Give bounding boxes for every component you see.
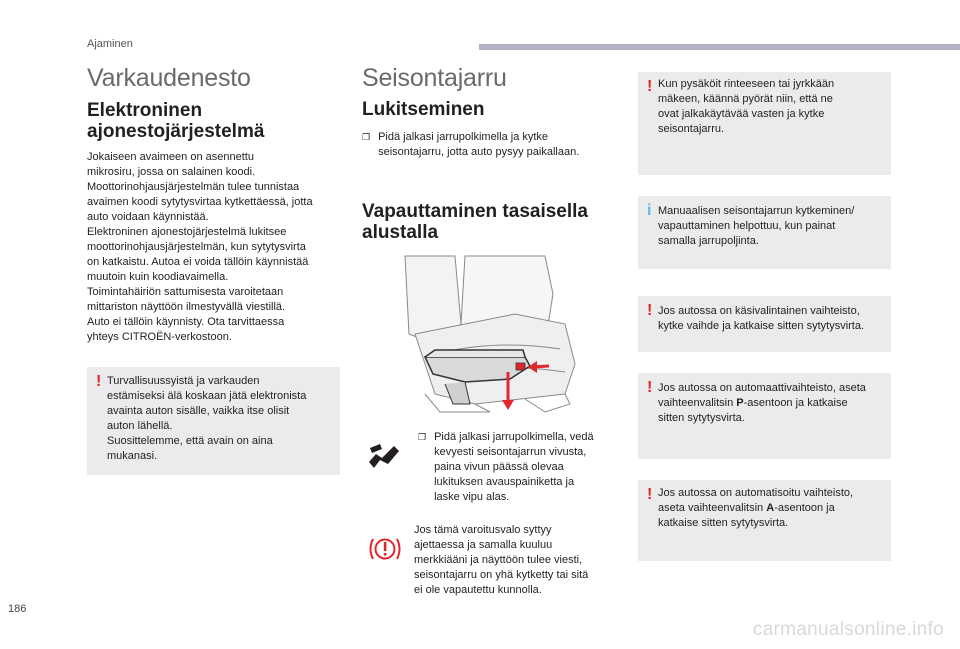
box-line: Jos autossa on käsivalintainen vaihteisto, xyxy=(658,305,860,317)
page-number: 186 xyxy=(8,603,27,615)
body-line: avaimen koodi sytytysvirtaa kytkettäessä, jotta xyxy=(87,196,313,208)
box-line-part: -asentoon ja katkaise xyxy=(743,397,848,409)
box-line: mäkeen, käännä pyörät niin, että ne xyxy=(658,93,833,105)
release-line: paina vivun päässä olevaa xyxy=(434,461,564,473)
body-line: Elektroninen ajonestojärjestelmä lukitsee xyxy=(87,226,287,238)
section-label: Ajaminen xyxy=(87,38,133,50)
body-line: mikrosiru, jossa on salainen koodi. xyxy=(87,166,256,178)
body-line: on katkaistu. Autoa ei voida tällöin käynnistää xyxy=(87,256,309,268)
box-line: avainta auton sisälle, vaikka itse olisit xyxy=(107,405,290,417)
heading-line-1: Elektroninen xyxy=(87,100,203,121)
heading-line-2: ajonestojärjestelmä xyxy=(87,121,265,142)
warning-light-line: merkkiääni ja näyttöön tulee viesti, xyxy=(414,554,583,566)
watermark: carmanualsonline.info xyxy=(752,619,944,640)
box-line: auton lähellä. xyxy=(107,420,173,432)
box-line xyxy=(658,501,890,516)
brake-warning-light-icon xyxy=(366,535,404,563)
heading-lukitseminen: Lukitseminen xyxy=(362,99,485,120)
box-line xyxy=(658,396,890,411)
box-line: katkaise sitten sytytysvirta. xyxy=(658,517,789,529)
body-line: Moottorinohjausjärjestelmän tulee tunnistaa xyxy=(87,181,300,193)
box-text xyxy=(658,304,890,334)
body-line: moottorinohjausjärjestelmän, kun sytytysvirta xyxy=(87,241,306,253)
warning-light-line: ajettaessa ja samalla kuuluu xyxy=(414,539,553,551)
checkbox-bullet-icon: ❐ xyxy=(362,132,371,142)
body-line: muutoin kuin koodiavaimella. xyxy=(87,271,229,283)
heading-line-2: alustalla xyxy=(362,222,439,243)
warning-box-text xyxy=(107,374,337,464)
warning-box-automated xyxy=(638,480,891,561)
warning-light-line: ei ole vapautettu kunnolla. xyxy=(414,584,542,596)
heading-vapauttaminen xyxy=(362,201,588,243)
body-line: Toimintahäiriön sattumisesta varoitetaan xyxy=(87,286,284,298)
box-line-part: -asentoon ja xyxy=(774,502,835,514)
checkbox-bullet-icon: ❐ xyxy=(418,432,427,442)
box-line: kytke vaihde ja katkaise sitten sytytysvirta. xyxy=(658,320,865,332)
gear-position-p: P xyxy=(736,397,744,409)
body-line: Jokaiseen avaimeen on asennettu xyxy=(87,151,254,163)
box-text xyxy=(658,381,890,426)
box-text xyxy=(658,77,888,137)
box-line: vapauttaminen helpottuu, kun painat xyxy=(658,220,836,232)
release-line: laske vipu alas. xyxy=(434,491,510,503)
info-box-brake-pedal xyxy=(638,196,891,269)
heading-ajonesto xyxy=(87,100,264,142)
body-line: mittariston näyttöön ilmestyvällä viestillä. xyxy=(87,301,286,313)
box-line-part: vaihteenvalitsin xyxy=(658,397,737,409)
ajonesto-body xyxy=(87,150,347,345)
box-line: Jos autossa on automatisoitu vaihteisto, xyxy=(658,487,854,499)
box-line: mukanasi. xyxy=(107,450,158,462)
warning-box-automatic xyxy=(638,373,891,459)
heading-line-1: Vapauttaminen tasaisella xyxy=(362,201,588,222)
box-text xyxy=(658,486,890,531)
lock-line: seisontajarru, jotta auto pysyy paikallaan. xyxy=(378,146,580,158)
warning-box-manual xyxy=(638,296,891,352)
box-line: samalla jarrupoljinta. xyxy=(658,235,759,247)
warning-mark-icon: ! xyxy=(96,373,102,390)
page-title-varkaudenesto: Varkaudenesto xyxy=(87,64,251,92)
release-line: lukituksen avauspainiketta ja xyxy=(434,476,575,488)
box-text xyxy=(658,204,888,249)
body-line: Auto ei tällöin käynnisty. Ota tarvittaessa xyxy=(87,316,285,328)
warning-box-key xyxy=(87,367,340,475)
warning-light-line: seisontajarru on yhä kytketty tai sitä xyxy=(414,569,589,581)
body-line: auto voidaan käynnistää. xyxy=(87,211,209,223)
handbrake-illustration xyxy=(395,254,578,414)
box-line: Jos autossa on automaattivaihteisto, aseta xyxy=(658,382,866,394)
handbrake-lever-icon xyxy=(366,438,402,472)
lock-instruction xyxy=(362,130,617,160)
box-line: Suosittelemme, että avain on aina xyxy=(107,435,273,447)
box-line: seisontajarru. xyxy=(658,123,725,135)
info-mark-icon: i xyxy=(647,202,652,219)
box-line: Turvallisuussyistä ja varkauden xyxy=(107,375,260,387)
box-line: Kun pysäköit rinteeseen tai jyrkkään xyxy=(658,78,835,90)
header-bar xyxy=(479,44,960,50)
warning-light-line: Jos tämä varoitusvalo syttyy xyxy=(414,524,552,536)
lock-line: Pidä jalkasi jarrupolkimella ja kytke xyxy=(378,131,549,143)
release-line: kevyesti seisontajarrun vivusta, xyxy=(434,446,587,458)
handbrake-drawing-icon xyxy=(395,254,578,414)
box-line: estämiseksi älä koskaan jätä elektronista xyxy=(107,390,307,402)
warning-mark-icon: ! xyxy=(647,78,653,95)
page-title-seisontajarru: Seisontajarru xyxy=(362,64,507,92)
warning-mark-icon: ! xyxy=(647,379,653,396)
warning-light-text xyxy=(414,523,624,598)
warning-mark-icon: ! xyxy=(647,486,653,503)
warning-box-slope xyxy=(638,72,891,175)
body-line: yhteys CITROËN-verkostoon. xyxy=(87,331,232,343)
gear-position-a: A xyxy=(766,502,775,514)
box-line-part: aseta vaihteenvalitsin xyxy=(658,502,767,514)
release-line: Pidä jalkasi jarrupolkimella, vedä xyxy=(434,431,594,443)
warning-mark-icon: ! xyxy=(647,302,653,319)
box-line: Manuaalisen seisontajarrun kytkeminen/ xyxy=(658,205,855,217)
release-instruction xyxy=(418,430,618,505)
box-line: sitten sytytysvirta. xyxy=(658,412,745,424)
box-line: ovat jalkakäytävää vasten ja kytke xyxy=(658,108,825,120)
